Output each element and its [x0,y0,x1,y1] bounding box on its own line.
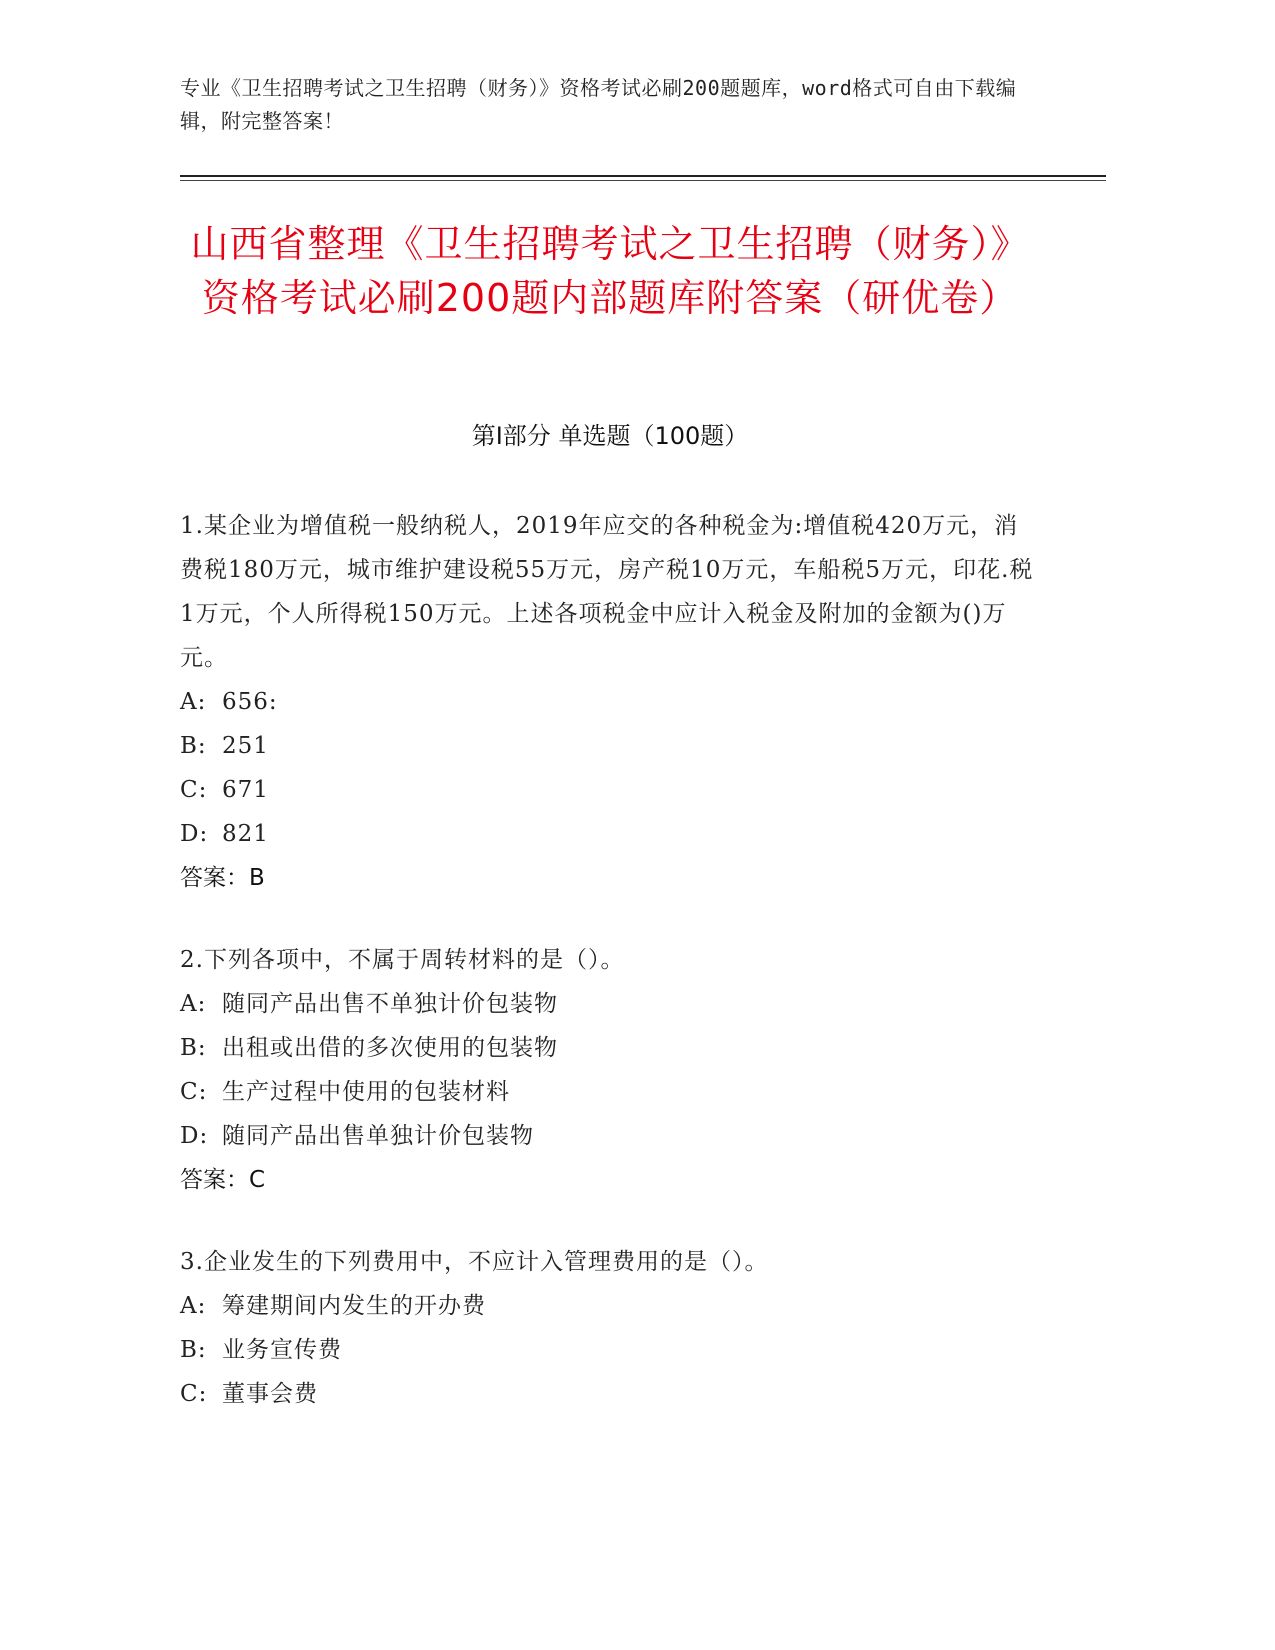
option-key: C: [180,1079,208,1105]
option-key: D: [180,1123,209,1149]
option-text: 董事会费 [222,1381,318,1407]
option-b [180,724,1040,768]
option-text: 出租或出借的多次使用的包装物 [222,1035,558,1061]
option-b [180,1026,1040,1070]
header-note: 专业《卫生招聘考试之卫生招聘（财务）》资格考试必刷200题题库，word格式可自由下载编辑，附完整答案！ [180,76,1017,133]
option-text: 生产过程中使用的包装材料 [222,1079,510,1105]
option-a [180,982,1040,1026]
option-key: B: [180,1035,207,1061]
option-b [180,1328,1040,1372]
option-a [180,680,1040,724]
question-2 [180,938,1040,1202]
option-key: B: [180,1337,207,1363]
question-stem: 3.企业发生的下列费用中，不应计入管理费用的是（）。 [180,1249,769,1275]
header-divider [180,175,1106,177]
question-list [180,504,1040,1454]
option-d [180,1114,1040,1158]
option-key: B: [180,733,207,759]
option-d [180,812,1040,856]
option-text: 随同产品出售不单独计价包装物 [222,991,558,1017]
option-text: 656: [222,689,278,715]
question-stem: 1.某企业为增值税一般纳税人，2019年应交的各种税金为:增值税420万元，消费税180万元，城市维护建设税55万元，房产税10万元，车船税5万元，印花.税1万元，个人所得税150万元。上述各项税金中应计入税金及附加的金额为()万元。 [180,513,1034,671]
option-c [180,1372,1040,1416]
option-text: 业务宣传费 [222,1337,342,1363]
option-text: 671 [222,777,269,803]
option-text: 821 [222,821,269,847]
question-stem: 2.下列各项中，不属于周转材料的是（）。 [180,947,625,973]
option-a [180,1284,1040,1328]
question-1 [180,504,1040,900]
option-key: A: [180,991,207,1017]
section-title: 第I部分 单选题（100题） [471,422,749,450]
option-key: C: [180,1381,208,1407]
option-key: D: [180,821,209,847]
option-text: 筹建期间内发生的开办费 [222,1293,486,1319]
option-c [180,1070,1040,1114]
option-key: A: [180,689,207,715]
option-c [180,768,1040,812]
question-3 [180,1240,1040,1416]
page-title: 山西省整理《卫生招聘考试之卫生招聘（财务）》资格考试必刷200题内部题库附答案（研优卷） [190,222,1030,320]
answer-line: 答案：B [180,865,265,891]
header-divider-thin [180,180,1106,181]
option-text: 随同产品出售单独计价包装物 [222,1123,534,1149]
answer-line: 答案：C [180,1167,266,1193]
option-text: 251 [222,733,269,759]
option-key: A: [180,1293,207,1319]
option-key: C: [180,777,208,803]
